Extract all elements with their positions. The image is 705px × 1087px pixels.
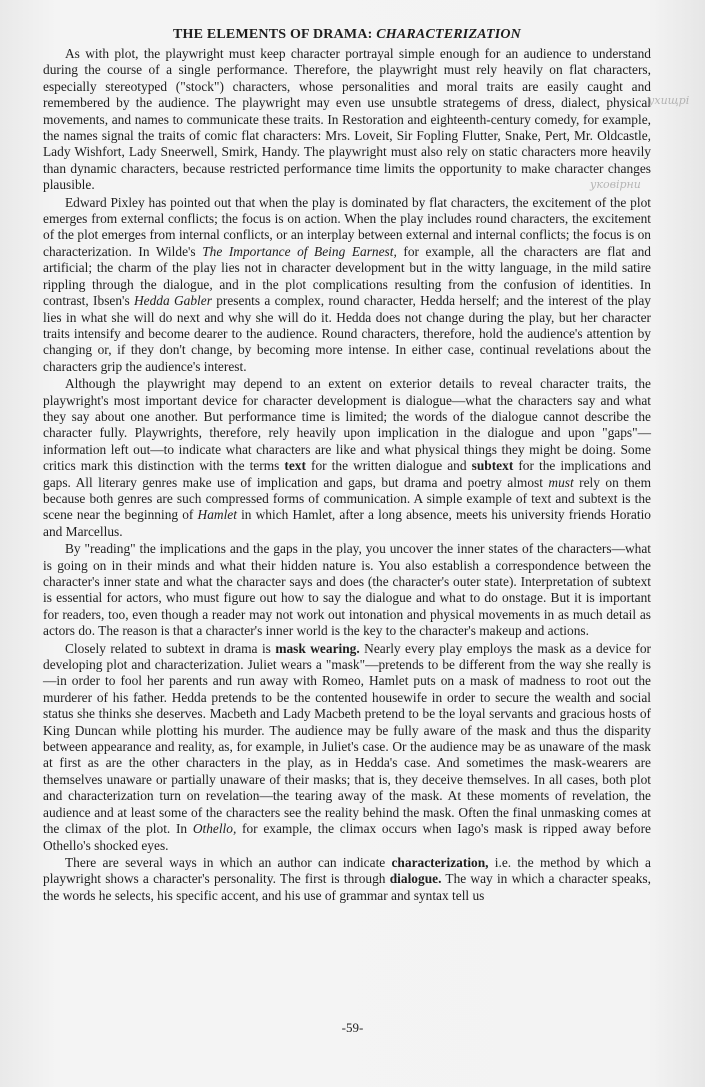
text-run: Closely related to subtext in drama is	[65, 640, 276, 656]
paragraph	[43, 855, 651, 904]
italic-text: must	[548, 474, 574, 490]
italic-text: Hedda Gabler	[133, 293, 212, 309]
italic-text: The Importance of Being Earnest,	[202, 243, 397, 259]
bold-text: dialogue.	[389, 871, 442, 887]
page-number: -59-	[341, 1020, 364, 1035]
text-run: Edward Pixley has pointed out that when the play is dominated by flat characters, the excitement of the plot emerges from external conflicts; the focus is on action. When the play includes round characters, the excitement of the plot emerges from internal conflicts, or an interplay between external and internal conflicts; the focus is on characterization. In Wilde's	[43, 194, 651, 259]
paragraph	[43, 541, 651, 639]
handwritten-note: ухищрі	[648, 94, 690, 107]
text-run: As with plot, the playwright must keep character portrayal simple enough for an audience to understand during the course of a single performance. Therefore, the playwright must rely heavily on flat characters, especially stereotyped ("stock") characters, whose personalities and moral traits are easily caught and remembered by the audience. The playwright may even use unsubtle strategems of dress, dialect, physical movements, and names to communicate these traits. In Restoration and eighteenth-century comedy, for example, the names signal the traits of comic flat characters: Mrs. Loveit, Sir Fopling Flutter, Snake, Pert, Mr. Oldcastle, Lady Wishfort, Lady Sneerwell, Smirk, Handy. The playwright must also rely on static characters more heavily than dynamic characters, because restricted performance time limits the opportunity to make character changes plausible.	[43, 46, 651, 193]
text-run: presents a complex, round character, Hedda herself; and the interest of the play lies in what she will do next and why she will do it. Hedda does not change during the play, but her character traits intensify and become dearer to the audience. Round characters, therefore, hold the audience's attention by changing or, if they don't change, by becoming more intense. In either case, continual revelations about the characters grip the audience's interest.	[43, 293, 651, 374]
bold-text: text	[284, 458, 306, 474]
text-run: Although the playwright may depend to an extent on exterior details to reveal character traits, the playwright's most important device for character development is dialogue—what the characters say and what they say about one another. But performance time is limited; the words of the dialogue cannot describe the character fully. Playwrights, therefore, rely heavily upon implication in the dialogue and upon "gaps"—information left out—to indicate what characters are like and what physical things they might be doing. Some critics mark this distinction with the terms	[43, 376, 651, 474]
page-title	[43, 26, 651, 43]
bold-text: subtext	[471, 458, 514, 474]
title-main: THE ELEMENTS OF DRAMA:	[172, 27, 377, 42]
paragraph	[43, 46, 651, 194]
title-emphasis: CHARACTERIZATION	[376, 27, 521, 42]
paragraph	[43, 641, 651, 854]
text-run: Nearly every play employs the mask as a device for developing plot and characterization. Juliet wears a "mask"—pretends to be different from the way she really is—in order to fool her parents and run away with Romeo, Hamlet puts on a mask of madness to root out the murderer of his father. Hedda pretends to be the contented housewife in order to secure the wealth and social status she thinks she deserves. Macbeth and Lady Macbeth pretend to be the loyal servants and gracious hosts of King Duncan while plotting his murder. The audience may be fully aware of the mask and thus the disparity between appearance and reality, as, for example, in Juliet's case. Or the audience may be as unaware of the mask at first as are the other characters in the play, as in Hedda's case. And sometimes the mask-wearers are themselves unaware or partially unaware of their masks; that is, they deceive themselves. In all cases, both plot and characterization turn on revelation—the tearing away of the mask. At these moments of revelation, the audience and at least some of the characters see the reality behind the mask. Often the final unmasking comes at the climax of the plot. In	[43, 640, 651, 837]
paragraph	[43, 195, 651, 375]
text-run: for example, all the characters are flat and artificial; the charm of the play lies not in character development but in the witty language, in the mild satire rippling through the dialogue, and in the plot complications resulting from the confusion of identities. In contrast, Ibsen's	[43, 243, 651, 309]
text-run: for the implications and gaps. All literary genres make use of implication and gaps, but drama and poetry almost	[43, 458, 651, 490]
text-run: By "reading" the implications and the gaps in the play, you uncover the inner states of the characters—what is going on in their minds and what their hidden nature is. You also establish a correspondence between the character's inner state and what the character says and does (the character's outer state). Interpretation of subtext is essential for actors, who must figure out how to say the dialogue and what to do onstage. But it is important for readers, too, even though a reader may not work out intonation and physical movements in as much detail as actors do. The reason is that a character's inner world is the key to the character's makeup and actions.	[43, 541, 651, 639]
bold-text: mask wearing.	[275, 640, 360, 656]
body-text	[43, 46, 651, 904]
text-run: i.e. the method by which a playwright shows a character's personality. The first is through	[43, 854, 651, 887]
paragraph	[43, 376, 651, 540]
handwritten-note: уковірни	[590, 178, 641, 191]
italic-text: Othello,	[192, 821, 237, 837]
bold-text: characterization,	[391, 854, 489, 870]
text-run: in which Hamlet, after a long absence, meets his university friends Horatio and Marcellus.	[43, 507, 651, 539]
text-run: rely on them because both genres are such compressed forms of communication. A simple example of text and subtext is the scene near the beginning of	[43, 474, 652, 523]
text-run: There are several ways in which an author can indicate	[65, 854, 392, 870]
text-run: for example, the climax occurs when Iago's mask is ripped away before Othello's shocked eyes.	[43, 821, 651, 853]
text-run: for the written dialogue and	[305, 458, 472, 474]
italic-text: Hamlet	[197, 507, 237, 523]
text-run: The way in which a character speaks, the words he selects, his specific accent, and his use of grammar and syntax tell us	[43, 871, 651, 903]
